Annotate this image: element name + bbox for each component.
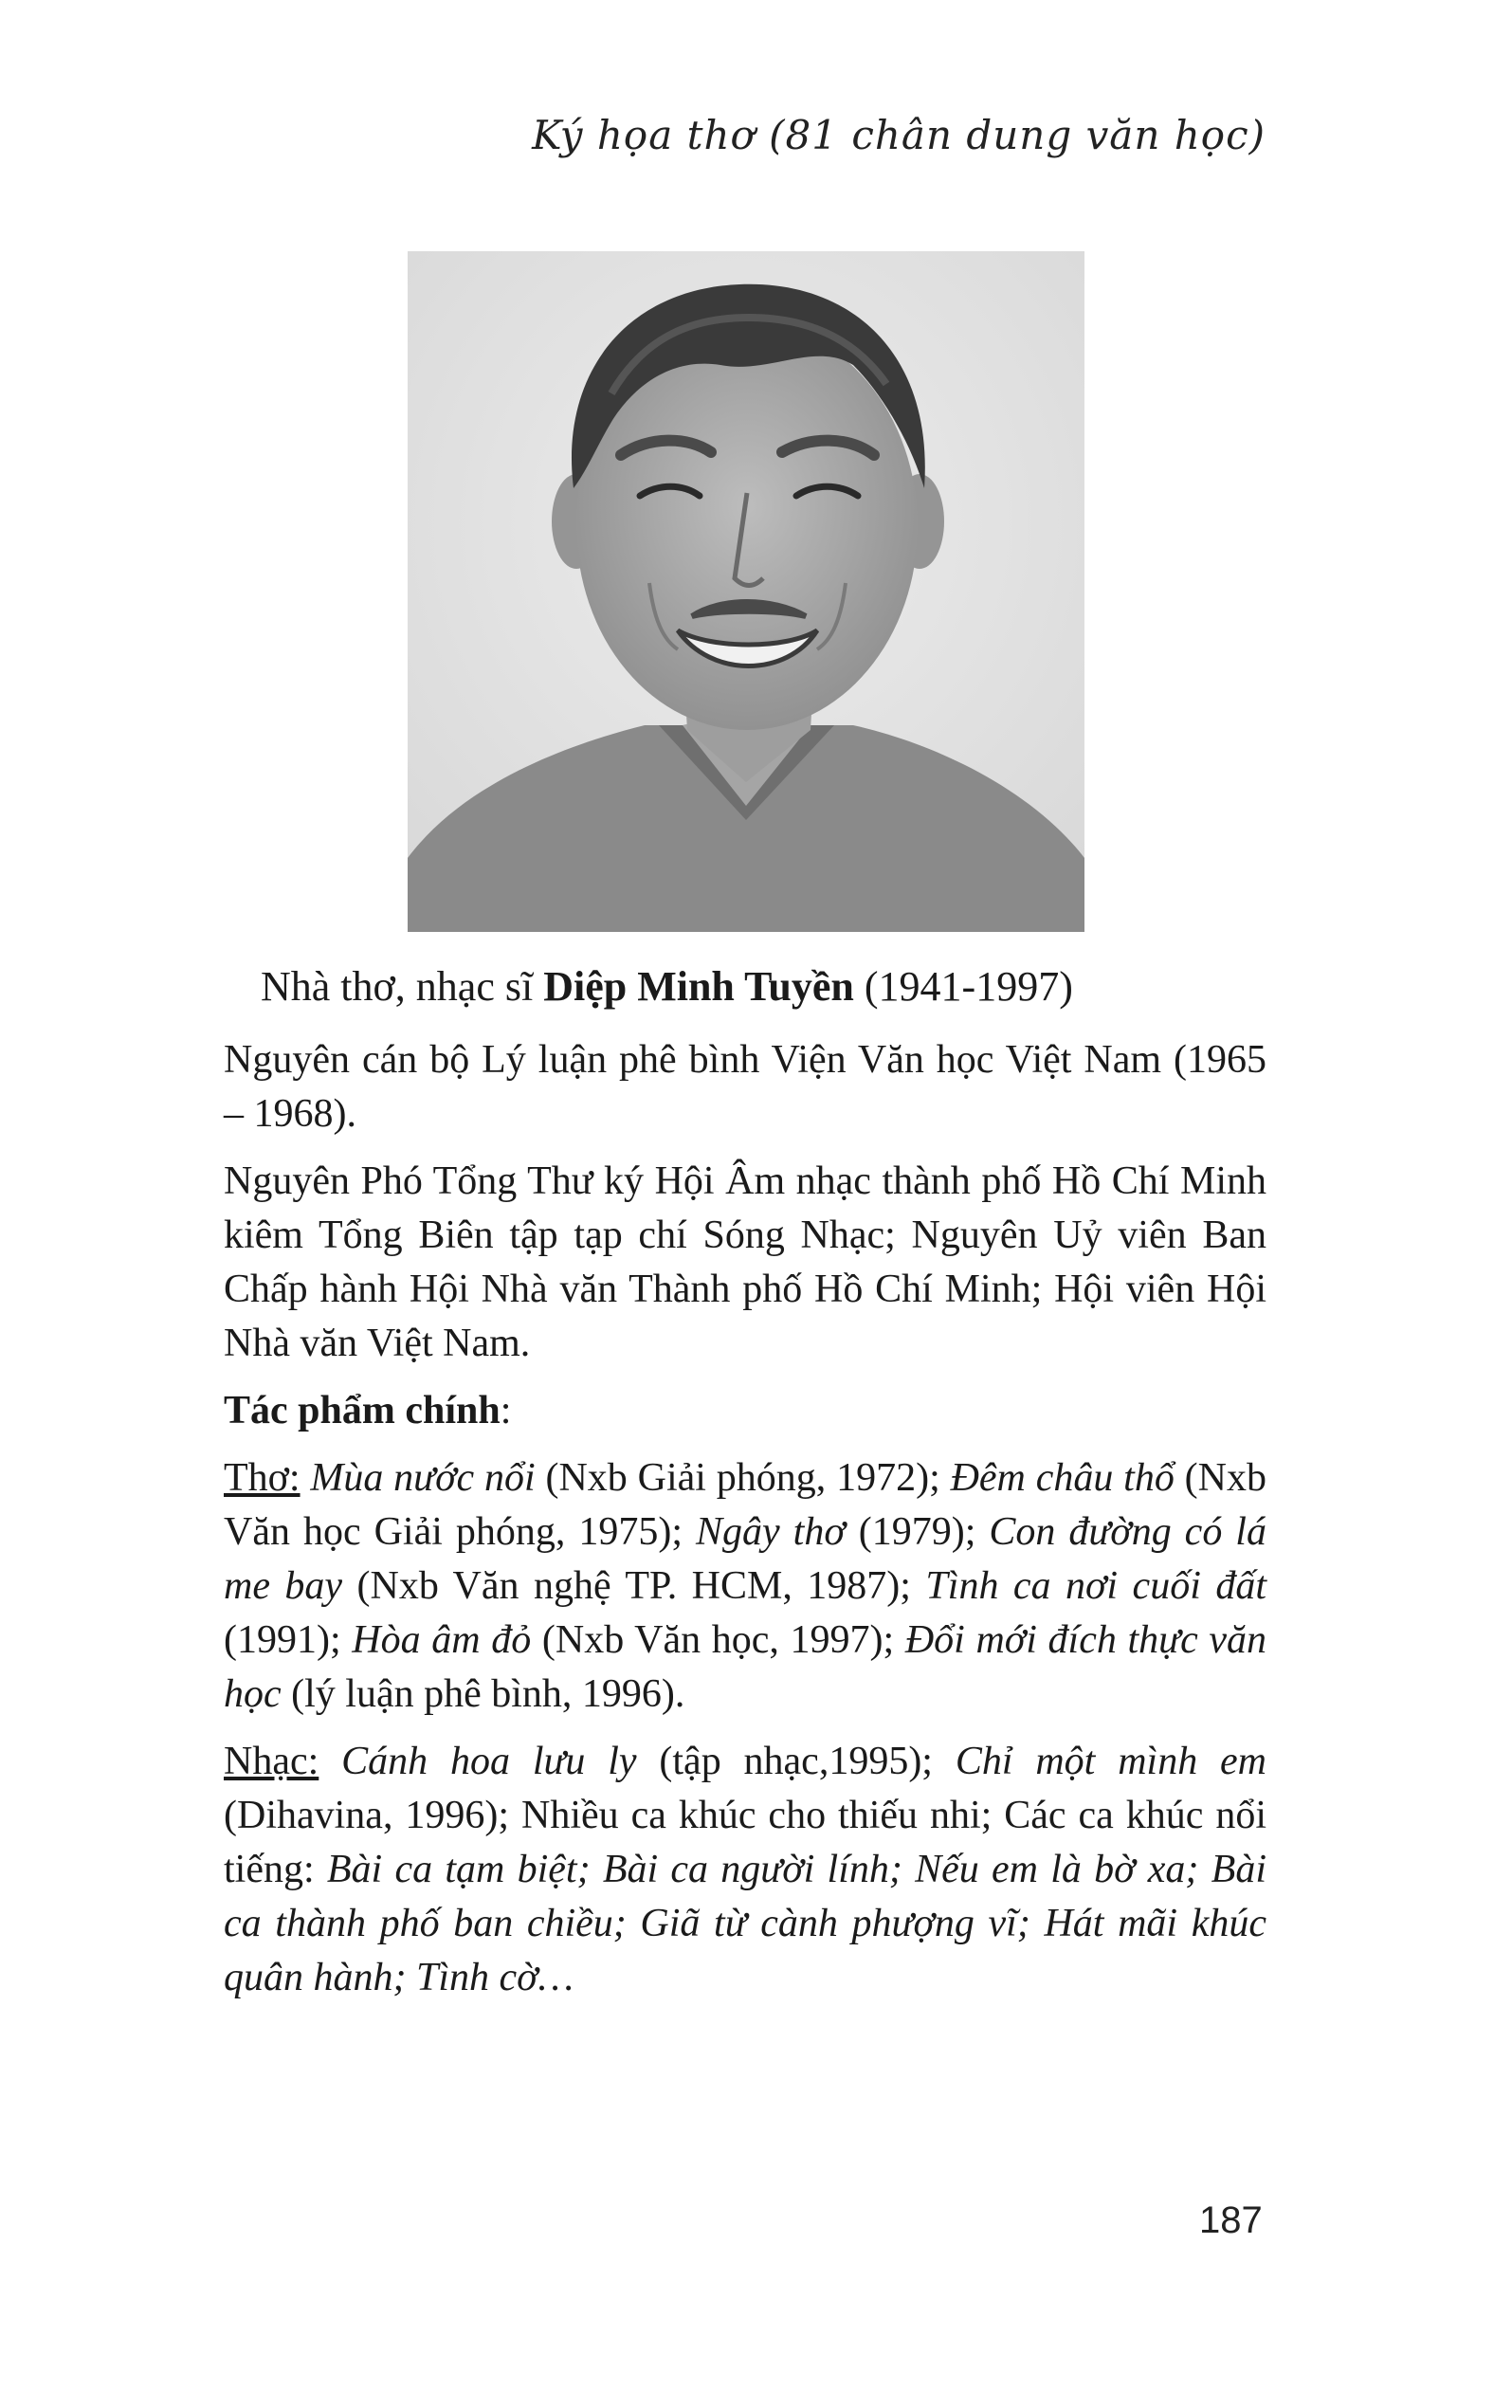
poetry-title: Đêm châu thổ (950, 1456, 1175, 1500)
poetry-works (224, 1451, 1266, 1722)
portrait-illustration (408, 251, 1084, 932)
page-number: 187 (1199, 2199, 1263, 2241)
poetry-title: Đổi mới đích thực văn học (224, 1618, 1266, 1716)
poetry-label: Thơ: (224, 1456, 301, 1500)
author-years: (1941-1997) (853, 963, 1073, 1010)
poetry-text: (Nxb Văn nghệ TP. HCM, 1987); (342, 1564, 926, 1608)
poetry-text: (lý luận phê bình, 1996). (281, 1672, 685, 1716)
works-heading-line (224, 1384, 1266, 1438)
poetry-text: (Nxb Văn học Giải phóng, 1975); (224, 1456, 1266, 1554)
poetry-text: (Nxb Giải phóng, 1972); (535, 1456, 951, 1500)
author-name: Diệp Minh Tuyền (543, 963, 854, 1010)
poetry-title: Tình ca nơi cuối đất (925, 1564, 1266, 1608)
poetry-text: (1979); (845, 1510, 990, 1554)
works-heading-colon: : (500, 1389, 512, 1432)
poetry-title: Hòa âm đỏ (352, 1618, 532, 1662)
bio-paragraph-1: Nguyên cán bộ Lý luận phê bình Viện Văn học Việt Nam (1965 – 1968). (224, 1038, 1266, 1136)
poetry-text (301, 1456, 311, 1500)
biography-body (224, 1033, 1266, 2018)
bio-paragraph-2: Nguyên Phó Tổng Thư ký Hội Âm nhạc thành phố Hồ Chí Minh kiêm Tổng Biên tập tạp chí Sóng Nhạc; Nguyên Uỷ viên Ban Chấp hành Hội Nhà văn Thành phố Hồ Chí Minh; Hội viên Hội Nhà văn Việt Nam. (224, 1159, 1266, 1365)
music-title: Bài ca tạm biệt; Bài ca người lính; Nếu em là bờ xa; Bài ca thành phố ban chiều; Giã từ cành phượng vĩ; Hát mãi khúc quân hành; Tình cờ… (224, 1848, 1266, 1999)
music-label: Nhạc: (224, 1740, 319, 1783)
author-portrait-photo (408, 251, 1084, 932)
works-heading: Tác phẩm chính (224, 1389, 501, 1432)
poetry-text: (1991); (224, 1618, 353, 1662)
music-title: Cánh hoa lưu ly (341, 1740, 637, 1783)
poetry-title: Mùa nước nổi (310, 1456, 536, 1500)
music-text (319, 1740, 341, 1783)
music-title: Chỉ một mình em (955, 1740, 1267, 1783)
poetry-title: Con đường có lá me bay (224, 1510, 1266, 1608)
poetry-text: (Nxb Văn học, 1997); (531, 1618, 905, 1662)
music-text: (tập nhạc,1995); (636, 1740, 956, 1783)
portrait-caption (261, 962, 1073, 1011)
running-header: Ký họa thơ (81 chân dung văn học) (532, 112, 1266, 158)
music-works (224, 1735, 1266, 2005)
music-text: (Dihavina, 1996); Nhiều ca khúc cho thiếu nhi; Các ca khúc nổi tiếng: (224, 1794, 1266, 1891)
poetry-title: Ngây thơ (696, 1510, 846, 1554)
caption-prefix: Nhà thơ, nhạc sĩ (261, 963, 544, 1010)
